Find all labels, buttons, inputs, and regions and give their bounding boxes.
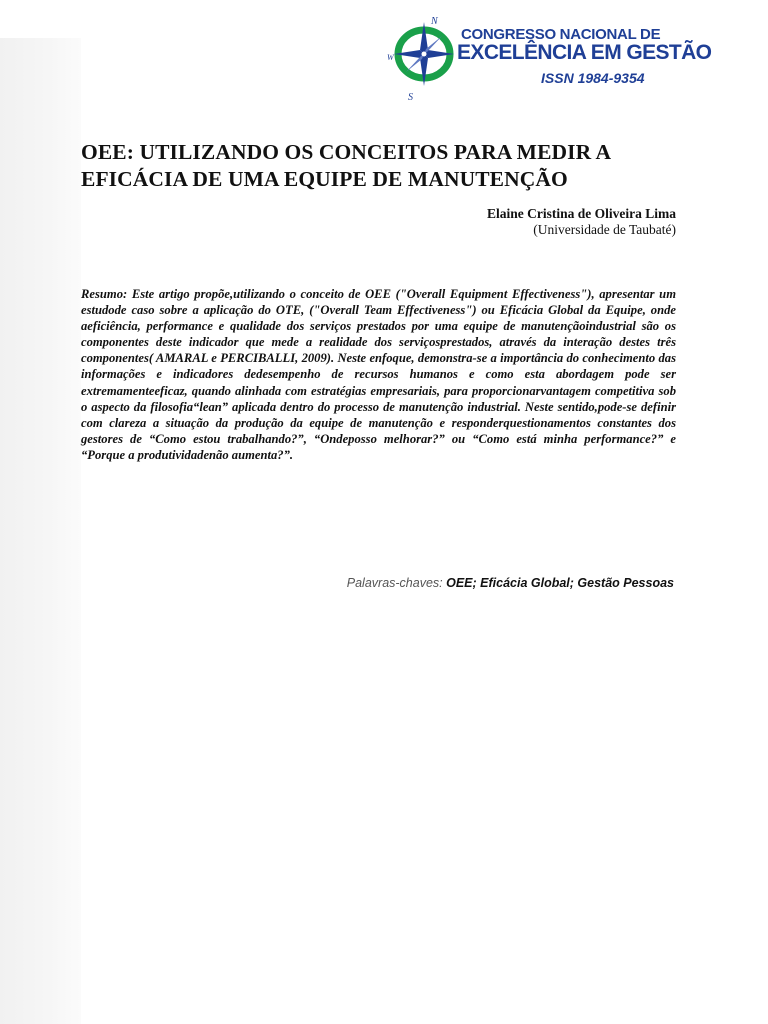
congress-logo [384,14,712,104]
paper-title-line-1: OEE: UTILIZANDO OS CONCEITOS PARA MEDIR A [81,140,612,164]
paper-title-line-2: EFICÁCIA DE UMA EQUIPE DE MANUTENÇÃO [81,167,568,191]
logo-excellence-line: EXCELÊNCIA EM GESTÃO [457,41,712,64]
logo-issn: ISSN 1984-9354 [541,70,645,86]
paper-title [81,139,681,193]
author-block [487,206,676,238]
keywords-label: Palavras-chaves: [346,576,443,590]
compass-west-label: W [387,53,394,62]
keywords-line [347,576,674,590]
compass-south-label: S [408,92,413,103]
compass-north-label: N [431,16,438,27]
compass-icon [384,14,459,104]
logo-congress-line: CONGRESSO NACIONAL DE [461,26,661,43]
keywords-value: OEE; Eficácia Global; Gestão Pessoas [446,576,674,590]
author-name: Elaine Cristina de Oliveira Lima [487,206,676,221]
author-affiliation: (Universidade de Taubaté) [533,222,676,237]
page-side-shade [0,38,81,1024]
abstract-text: Resumo: Este artigo propõe,utilizando o conceito de OEE ("Overall Equipment Effectiveness"), apresentar um estudode caso sobre a aplicação do OTE, ("Overall Team Effectiveness") ou Eficácia Global da Equipe, onde aeficiência, performance e qualidade dos serviços prestados por uma equipe de manutençãoindustrial são os componentes deste indicador que mede a realidade dos serviçosprestados, através da interação destes três componentes( AMARAL e PERCIBALLI, 2009). Neste enfoque, demonstra-se a importância do conhecimento das informações e indicadores dedesempenho de recursos humanos e como esta abordagem pode ser extremamenteeficaz, quando alinhada com estratégias empresariais, para proporcionarvantagem competitiva sob o aspecto da filosofia“lean” aplicada dentro do processo de manutenção industrial. Neste sentido,pode-se definir com clareza a situação da produção da equipe de manutenção e responderquestionamentos constantes dos gestores de “Como estou trabalhando?”, “Ondeposso melhorar?” ou “Como está minha performance?” e “Porque a produtividadenão aumenta?”. [81,287,676,462]
